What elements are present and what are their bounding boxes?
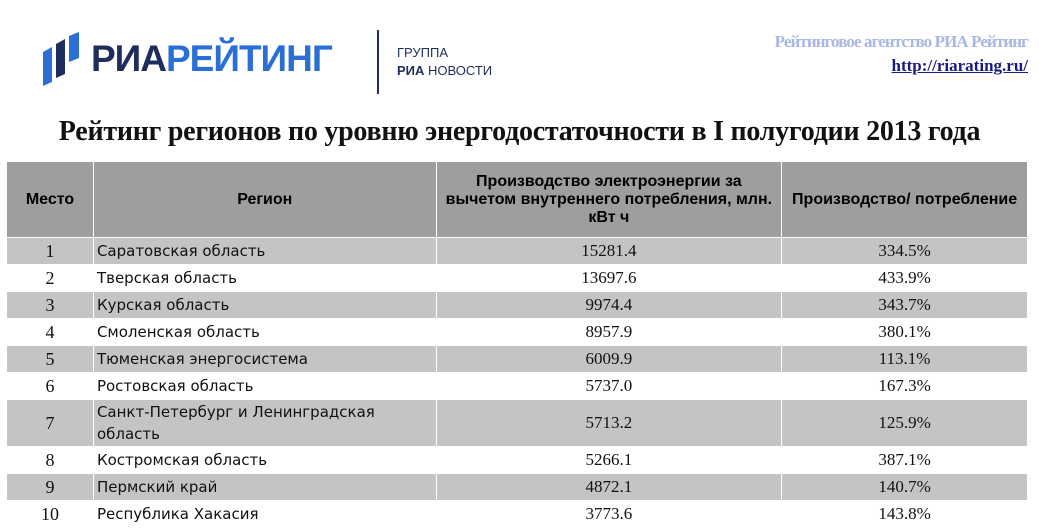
cell-ratio: 380.1% [782,319,1028,346]
cell-region: Ростовская область [93,373,436,400]
cell-rank: 6 [7,373,94,400]
cell-production: 9974.4 [436,292,782,319]
cell-region: Саратовская область [93,238,436,265]
cell-ratio: 387.1% [782,447,1028,474]
cell-rank: 2 [7,265,94,292]
cell-region: Смоленская область [93,319,436,346]
cell-rank: 8 [7,447,94,474]
cell-production: 3773.6 [436,501,782,528]
cell-region: Тюменская энергосистема [93,346,436,373]
cell-region: Республика Хакасия [93,501,436,528]
cell-production: 15281.4 [436,238,782,265]
group-label [397,44,492,80]
cell-production: 13697.6 [436,265,782,292]
table-row [7,319,1028,346]
group-line-2 [397,62,492,80]
table-row [7,346,1028,373]
table-row [7,373,1028,400]
table-row [7,474,1028,501]
cell-production: 4872.1 [436,474,782,501]
table-row [7,400,1028,447]
cell-rank: 3 [7,292,94,319]
cell-ratio: 334.5% [782,238,1028,265]
cell-ratio: 113.1% [782,346,1028,373]
table-row [7,447,1028,474]
cell-rank: 9 [7,474,94,501]
cell-rank: 7 [7,400,94,447]
cell-production: 5713.2 [436,400,782,447]
cell-rank: 4 [7,319,94,346]
cell-ratio: 143.8% [782,501,1028,528]
cell-rank: 1 [7,238,94,265]
ria-logo-icon [41,32,83,90]
header-production: Производство электроэнергии за вычетом внутреннего потребления, млн. кВт ч [436,162,782,238]
cell-production: 5737.0 [436,373,782,400]
cell-ratio: 433.9% [782,265,1028,292]
cell-production: 6009.9 [436,346,782,373]
cell-ratio: 343.7% [782,292,1028,319]
cell-production: 5266.1 [436,447,782,474]
table-header-row [7,162,1028,238]
cell-ratio: 140.7% [782,474,1028,501]
brand-part-ria: РИА [91,38,166,79]
cell-rank: 10 [7,501,94,528]
page-title: Рейтинг регионов по уровню энергодостаточности в I полугодии 2013 года [58,116,981,147]
group-line-2-rest: НОВОСТИ [428,63,493,78]
cell-region: Пермский край [93,474,436,501]
cell-region: Курская область [93,292,436,319]
table-row [7,292,1028,319]
logo-header [28,27,516,97]
table-row [7,501,1028,528]
agency-name: Рейтинговое агентство РИА Рейтинг [774,32,1028,51]
header-ratio: Производство/ потребление [782,162,1028,238]
header-rank: Место [7,162,94,238]
cell-production: 8957.9 [436,319,782,346]
brand-part-rating: РЕЙТИНГ [166,38,332,79]
group-line-1: ГРУППА [397,45,449,60]
brand-wordmark [91,37,332,81]
group-line-2-bold: РИА [397,63,425,78]
logo-divider [377,30,379,94]
cell-rank: 5 [7,346,94,373]
header-region: Регион [93,162,436,238]
cell-region: Санкт-Петербург и Ленинградская область [93,400,436,447]
cell-ratio: 167.3% [782,373,1028,400]
table-row [7,238,1028,265]
cell-ratio: 125.9% [782,400,1028,447]
table-row [7,265,1028,292]
cell-region: Тверская область [93,265,436,292]
cell-region: Костромская область [93,447,436,474]
agency-info [775,30,1028,78]
agency-url-link[interactable]: http://riarating.ru/ [891,56,1028,75]
rating-table [6,161,1028,528]
